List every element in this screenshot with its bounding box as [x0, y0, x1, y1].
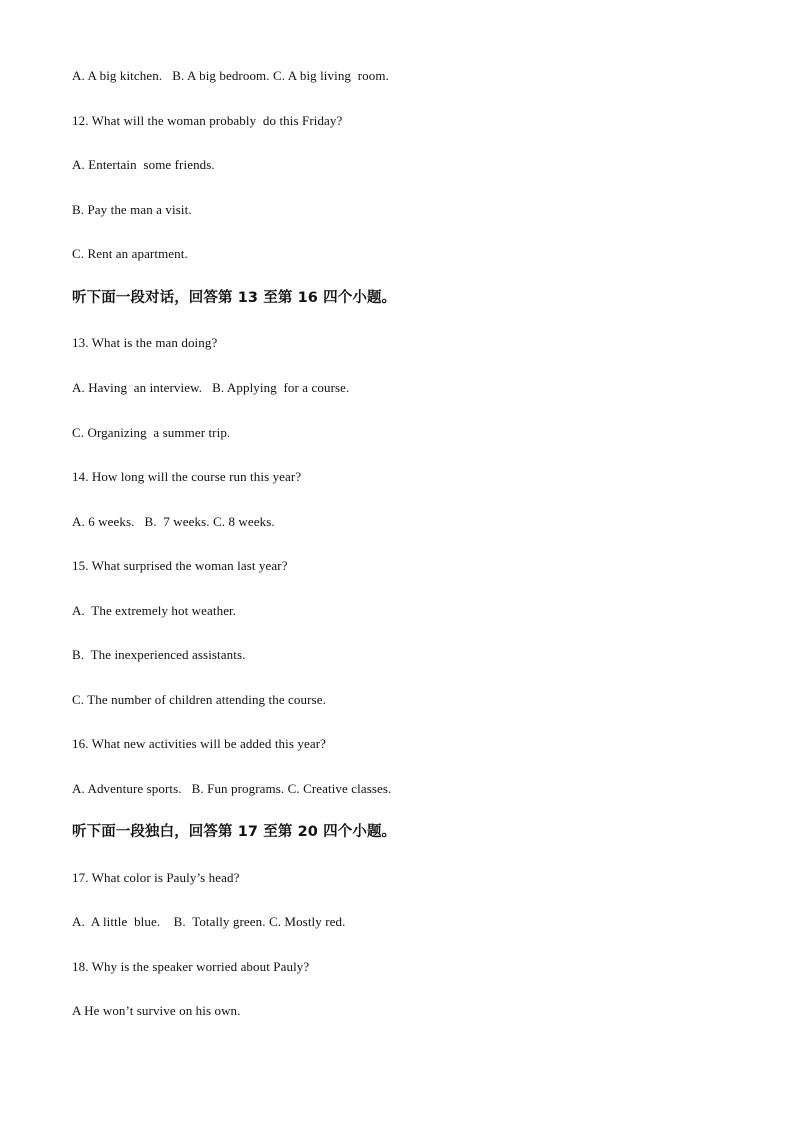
q14-options: A. 6 weeks. B. 7 weeks. C. 8 weeks. — [72, 514, 275, 529]
q12-option-c: C. Rent an apartment. — [72, 246, 188, 261]
q14-question: 14. How long will the course run this year? — [72, 469, 302, 484]
q15-question: 15. What surprised the woman last year? — [72, 558, 288, 573]
q18-option-a: A He won’t survive on his own. — [72, 1003, 241, 1018]
q15-option-c: C. The number of children attending the course. — [72, 692, 326, 707]
q13-options-ab: A. Having an interview. B. Applying for a course. — [72, 380, 350, 395]
q12-option-b: B. Pay the man a visit. — [72, 202, 192, 217]
q15-option-a: A. The extremely hot weather. — [72, 603, 237, 618]
q16-options: A. Adventure sports. B. Fun programs. C. Creative classes. — [72, 781, 392, 796]
q15-option-b: B. The inexperienced assistants. — [72, 647, 246, 662]
q11-options: A. A big kitchen. B. A big bedroom. C. A big living room. — [72, 68, 389, 83]
q18-question: 18. Why is the speaker worried about Pauly? — [72, 959, 310, 974]
q16-question: 16. What new activities will be added this year? — [72, 736, 327, 751]
section-heading-17-20: 听下面一段独白，回答第 17 至第 20 四个小题。 — [72, 824, 397, 840]
q13-option-c: C. Organizing a summer trip. — [72, 425, 231, 440]
section-heading-13-16: 听下面一段对话，回答第 13 至第 16 四个小题。 — [72, 290, 397, 306]
q17-question: 17. What color is Pauly’s head? — [72, 870, 240, 885]
q12-option-a: A. Entertain some friends. — [72, 157, 215, 172]
q17-options: A. A little blue. B. Totally green. C. Mostly red. — [72, 914, 346, 929]
q12-question: 12. What will the woman probably do this Friday? — [72, 113, 343, 128]
q13-question: 13. What is the man doing? — [72, 335, 218, 350]
